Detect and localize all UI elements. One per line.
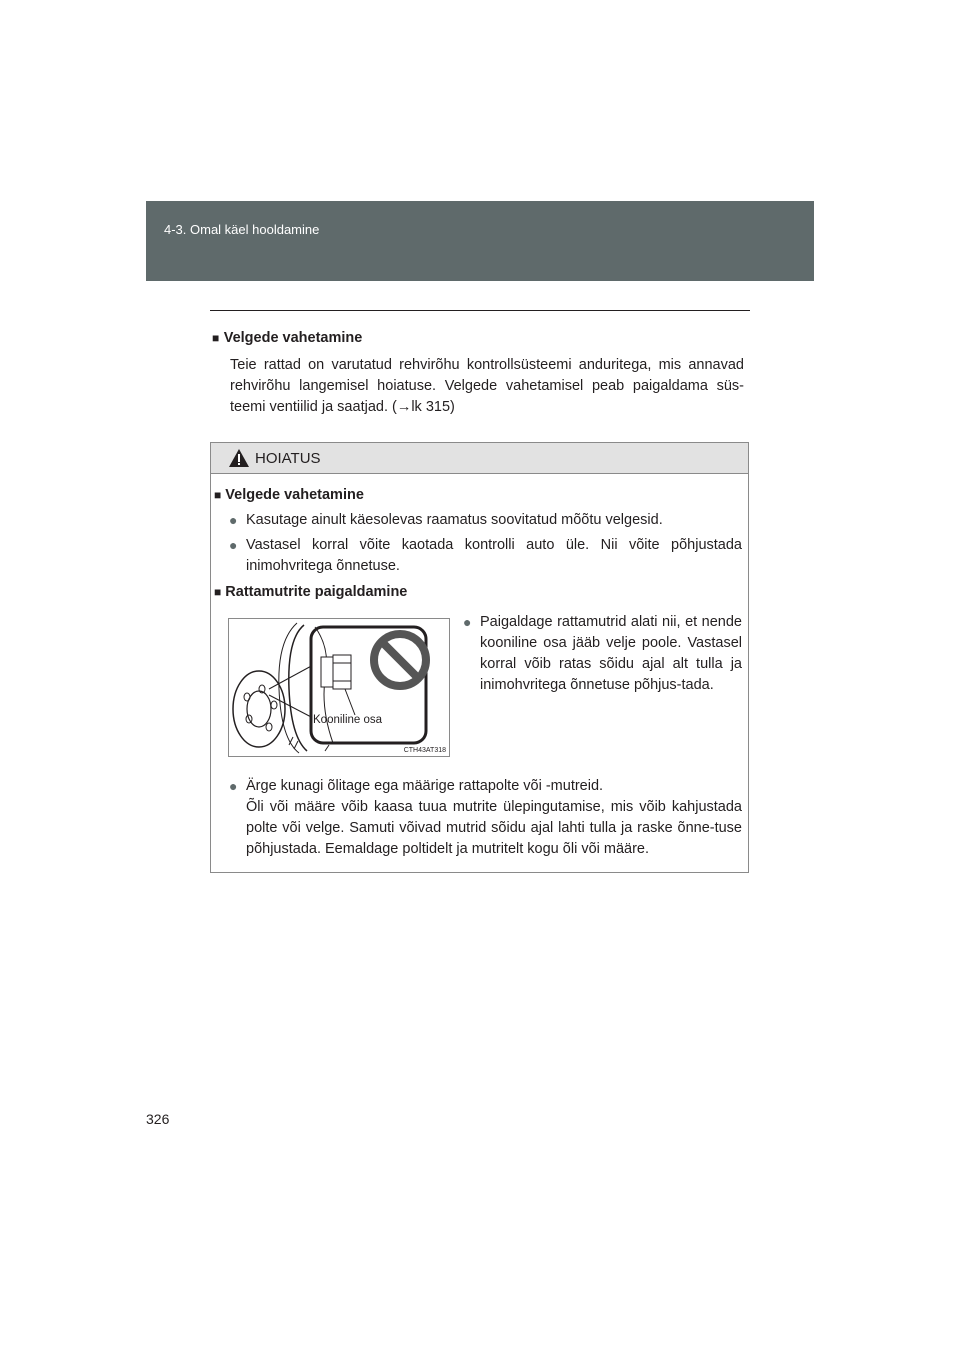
warning-triangle-icon [228, 448, 250, 468]
bullet-dot-icon: ● [229, 512, 238, 528]
bullet-item: ● Paigaldage rattamutrid alati nii, et nende kooniline osa jääb velje poole. Vastasel korral võib ratas sõidu ajal alt tulla ja inimohvritega õnnetuse põhjus-tada. [463, 614, 742, 693]
header-band [146, 201, 814, 281]
bullet-dot-icon: ● [229, 537, 238, 553]
page-number: 326 [146, 1111, 170, 1127]
square-bullet-icon: ■ [214, 488, 222, 502]
bullet-dot-icon: ● [229, 778, 238, 794]
intro-text: Teie rattad on varutatud rehvirõhu kontrollsüsteemi anduritega, mis annavad rehvirõhu langemisel hoiatuse. Velgede vahetamisel peab paigaldama süs-teemi ventiilid ja saatjad. (→lk 315) [230, 357, 744, 415]
bullet-item: ● Ärge kunagi õlitage ega määrige rattapolte või -mutreid. Õli või määre võib kaasa tuua mutrite ülepingutamise, mis võib kahjustada polte või velge. Samuti võivad mutrid sõidu ajal lahti tulla ja raske õnne-tuse põhjustada. Eemaldage poltidelt ja mutritelt kogu õli või määre. [229, 778, 742, 857]
wheel-illustration [229, 619, 449, 756]
figure-code: CTH43AT318 [403, 747, 446, 754]
intro-heading: Velgede vahetamine [223, 330, 363, 346]
divider [210, 310, 750, 311]
warning-heading-2: ■ Rattamutrite paigaldamine [214, 584, 408, 600]
bullet-dot-icon: ● [463, 614, 472, 630]
square-bullet-icon: ■ [212, 331, 220, 345]
intro-section [212, 329, 744, 418]
warning-box [210, 442, 749, 873]
warning-header [211, 443, 748, 474]
square-bullet-icon: ■ [214, 585, 222, 599]
figure-label: Kooniline osa [313, 714, 383, 726]
bullet-item: ● Kasutage ainult käesolevas raamatus soovitatud mõõtu velgesid. [229, 510, 742, 531]
warning-heading-1: ■ Velgede vahetamine [214, 487, 364, 503]
wheel-nut-figure [228, 618, 450, 757]
warning-label: HOIATUS [255, 450, 321, 467]
section-title: 4-3. Omal käel hooldamine [164, 222, 320, 237]
bullet-item: ● Vastasel korral võite kaotada kontrolli auto üle. Nii võite põhjustada inimohvritega õnnetuse. [229, 537, 742, 574]
